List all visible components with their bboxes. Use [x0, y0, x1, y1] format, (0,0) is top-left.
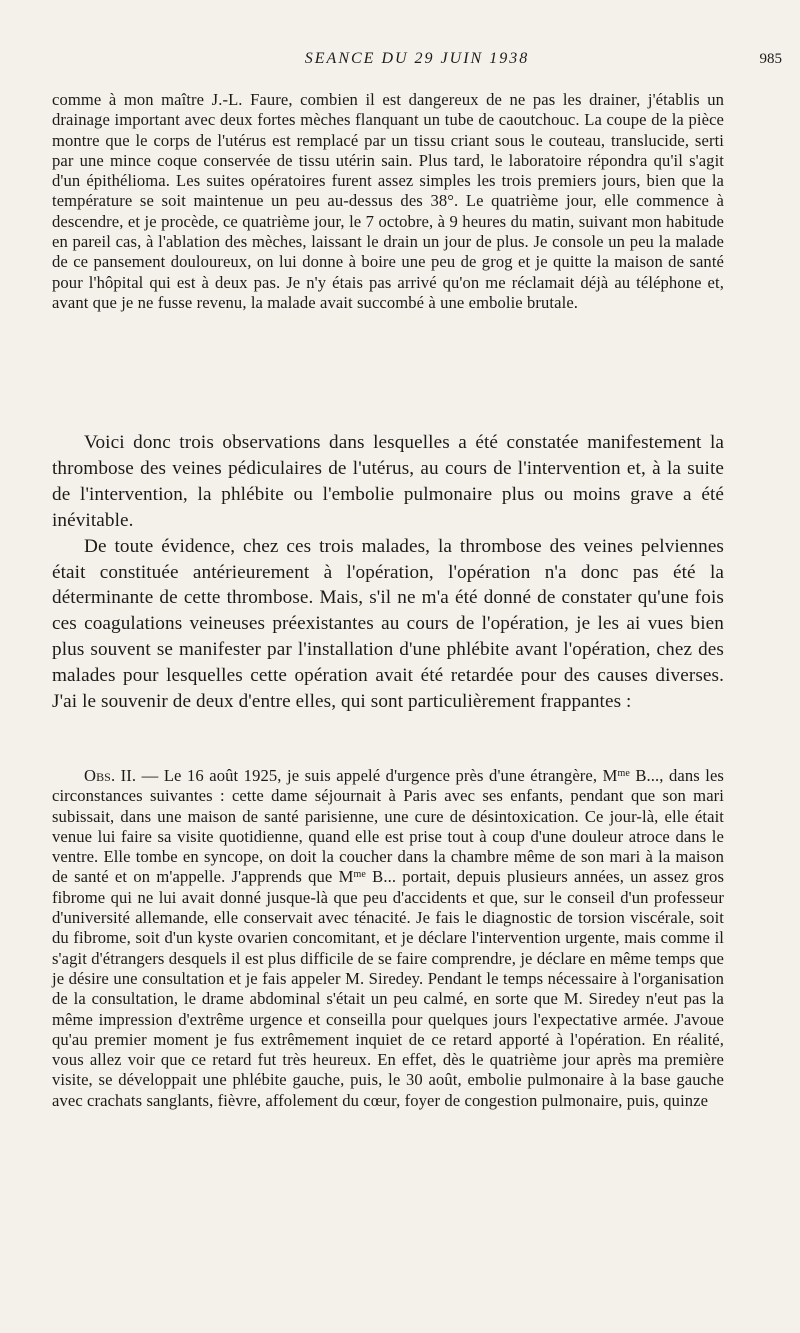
- observation-block: [52, 766, 724, 1111]
- continued-paragraph-block: [52, 90, 724, 313]
- superscript-me: me: [617, 768, 630, 779]
- paragraph-thrombosis-evidence: De toute évidence, chez ces trois malades, la thrombose des veines pelviennes était constituée antérieurement à l'opération, l'opération n'a donc pas été la déterminante de cette thrombose. Mais, s'il ne m'a été donné de constater qu'une fois ces coagulations veineuses préexistantes au cours de l'opération, je les ai vues bien plus souvent se manifester par l'installation d'une phlébite avant l'opération, chez des malades pour lesquelles cette opération avait été retardée pour des causes diverses. J'ai le souvenir de deux d'entre elles, qui sont particulièrement frappantes :: [52, 535, 724, 713]
- running-header: [52, 49, 782, 69]
- paragraph-three-observations: Voici donc trois observations dans lesquelles a été constatée manifestement la thrombose des veines pédiculaires de l'utérus, au cours de l'intervention et, à la suite de l'intervention, la phlébite ou l'embolie pulmonaire plus ou moins grave a été inévitable.: [52, 432, 724, 531]
- running-title: SEANCE DU 29 JUIN 1938: [304, 50, 530, 67]
- observation-paragraph: [52, 766, 724, 1111]
- observation-text-rest: B... portait, depuis plusieurs années, un assez gros fibrome qui ne lui avait donné jusque-là que peu d'accidents et que, sur le conseil d'un professeur d'université allemande, elle conservait avec ténacité. Je fais le diagnostic de torsion viscérale, soit du fibrome, soit d'un kyste ovarien concomitant, et je déclare l'intervention urgente, mais comme il s'agit d'étrangers desquels il est plus difficile de se faire comprendre, je déclare en même temps que je désire une consultation et je fais appeler M. Siredey. Pendant le temps nécessaire à l'organisation de la consultation, le drame abdominal s'était un peu calmé, en sorte que M. Siredey n'eut pas la même impression d'extrême urgence et conseilla pour quelques jours l'expectative armée. J'avoue qu'au premier moment je fus extrêmement inquiet de ce retard apporté à l'opération. En réalité, vous allez voir que ce retard fut très heureux. En effet, dès le quatrième jour après ma première visite, se développait une phlébite gauche, puis, le 30 août, embolie pulmonaire à la base gauche avec crachats sanglants, fièvre, affolement du cœur, foyer de congestion pulmonaire, puis, quinze: [52, 867, 724, 1110]
- observation-text-intro: — Le 16 août 1925, je suis appelé d'urgence près d'une étrangère, M: [136, 766, 618, 785]
- main-text-block: [52, 430, 724, 715]
- observation-label: Obs. II.: [84, 766, 137, 785]
- page-number: 985: [759, 51, 782, 67]
- observation-text-middle: B..., dans les circonstances suivantes : cette dame séjournait à Paris avec ses enfants, pendant que son mari subissait, dans une maison de santé parisienne, une cure de désintoxication. Ce jour-là, elle était venue lui faire sa visite quotidienne, quand elle est prise tout à coup d'une douleur atroce dans le ventre. Elle tombe en syncope, on doit la coucher dans la chambre même de son mari à la maison de santé et on m'appelle. J'apprends que M: [52, 766, 724, 887]
- superscript-me: me: [353, 869, 366, 881]
- paragraph-continued: comme à mon maître J.-L. Faure, combien il est dangereux de ne pas les drainer, j'établis un drainage important avec deux fortes mèches flanquant un tube de caoutchouc. La coupe de la pièce montre que le corps de l'utérus est remplacé par un tissu criant sous le couteau, translucide, serti par une mince coque conservée de tissu utérin sain. Plus tard, le laboratoire répondra qu'il s'agit d'un épithélioma. Les suites opératoires furent assez simples les trois premiers jours, bien que la température se soit maintenue un peu au-dessus des 38°. Le quatrième jour, elle commence à descendre, et je procède, ce quatrième jour, le 7 octobre, à 9 heures du matin, suivant mon habitude en pareil cas, à l'ablation des mèches, laissant le drain un jour de plus. Je console un peu la malade de ce pansement douloureux, on lui donne à boire une peu de grog et je quitte la maison de santé pour l'hôpital qui est à deux pas. Je n'y étais pas arrivé qu'on me réclamait déjà au téléphone et, avant que je ne fusse revenu, la malade avait succombé à une embolie brutale.: [52, 90, 724, 312]
